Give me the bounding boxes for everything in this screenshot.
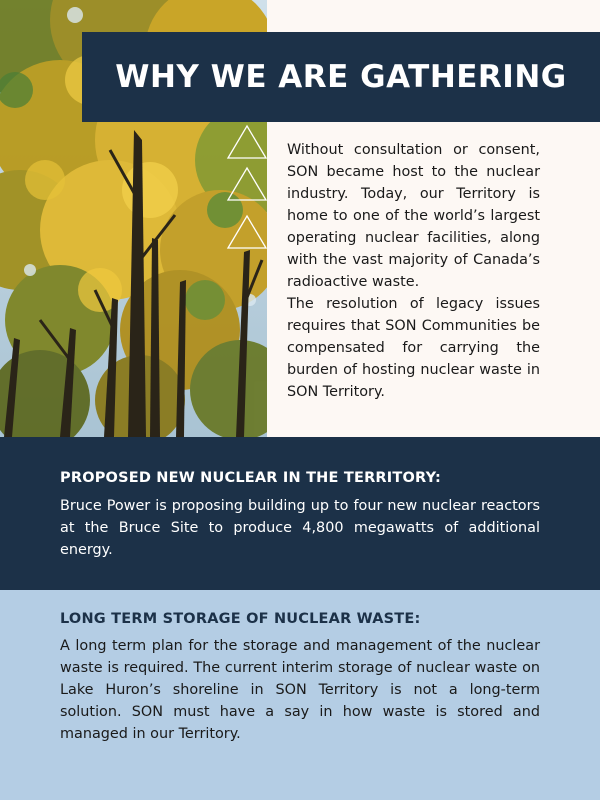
proposed-nuclear-body: Bruce Power is proposing building up to four new nuclear reactors at the Bruce Site to produce 4,800 megawatts of additional energy. bbox=[60, 498, 540, 558]
proposed-nuclear-heading: PROPOSED NEW NUCLEAR IN THE TERRITORY: bbox=[60, 470, 442, 486]
waste-storage-body: A long term plan for the storage and management of the nuclear waste is required. The current interim storage of nuclear waste on Lake Huron’s shoreline in SON Territory is not a long-term solution. SON must have a say in how waste is stored and managed in our Territory. bbox=[60, 638, 540, 742]
page-title: WHY WE ARE GATHERING bbox=[115, 59, 567, 95]
waste-storage-section bbox=[0, 590, 600, 800]
intro-text bbox=[287, 139, 540, 403]
triangle-ornament-icon bbox=[226, 122, 268, 252]
intro-paragraph-2: The resolution of legacy issues requires that SON Communities be compensated for carrying the burden of hosting nuclear waste in SON Territory. bbox=[287, 296, 540, 400]
waste-storage-heading: LONG TERM STORAGE OF NUCLEAR WASTE: bbox=[60, 611, 421, 627]
intro-paragraph-1: Without consultation or consent, SON became host to the nuclear industry. Today, our Territory is home to one of the world’s largest operating nuclear facilities, along with the vast majority of Canada’s radioactive waste. bbox=[287, 142, 540, 290]
proposed-nuclear-section bbox=[0, 437, 600, 590]
title-banner bbox=[82, 32, 600, 122]
